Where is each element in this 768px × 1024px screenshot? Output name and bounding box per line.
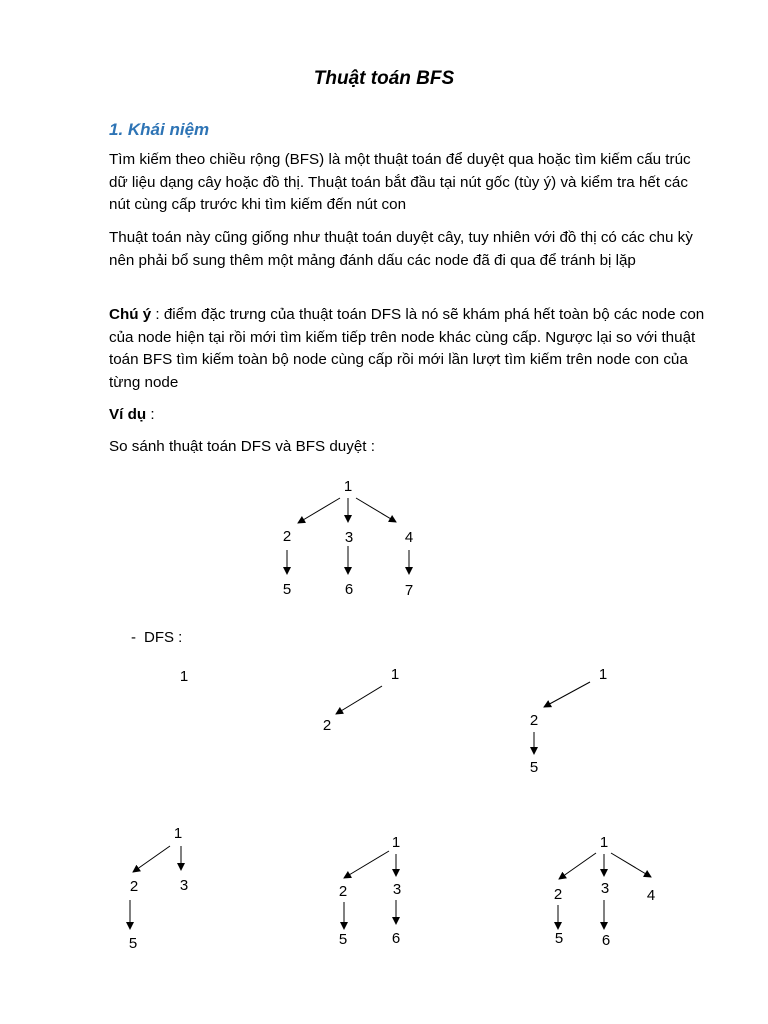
paragraph-cycles: Thuật toán này cũng giống như thuật toán duyệt cây, tuy nhiên với đồ thị có các chu kỳ nên phải bổ sung thêm một mảng đánh dấu các node đã đi qua để tránh bị lặp	[109, 229, 693, 269]
note-label: Chú ý	[109, 306, 152, 323]
dfs1-node-1: 1	[179, 668, 189, 685]
example-suffix: :	[146, 406, 155, 423]
dfs5-node-3: 3	[392, 881, 402, 898]
dfs3-node-2: 2	[529, 712, 539, 729]
dfs-step-5	[339, 834, 401, 948]
main-node-4: 4	[404, 529, 414, 546]
main-node-3: 3	[344, 529, 354, 546]
dfs-step-1	[180, 668, 188, 685]
example-label: Ví dụ	[109, 406, 147, 423]
page-title: Thuật toán BFS	[313, 68, 455, 89]
dfs4-node-5: 5	[128, 935, 138, 952]
dfs2-node-2: 2	[322, 717, 332, 734]
dfs5-edge-1-2	[344, 851, 389, 878]
main-node-2: 2	[282, 528, 292, 545]
main-node-1: 1	[343, 478, 353, 495]
dfs6-node-6: 6	[601, 932, 611, 949]
dfs4-edge-1-2	[133, 846, 170, 872]
dfs6-node-2: 2	[553, 886, 563, 903]
dfs5-node-5: 5	[338, 931, 348, 948]
main-node-7: 7	[404, 582, 414, 599]
bullet-dash: -	[131, 629, 136, 646]
dfs6-edge-1-4	[611, 853, 651, 877]
section-heading: 1. Khái niệm	[109, 120, 210, 139]
dfs4-node-1: 1	[173, 825, 183, 842]
dfs4-node-3: 3	[179, 877, 189, 894]
dfs5-node-6: 6	[391, 930, 401, 947]
main-node-5: 5	[282, 581, 292, 598]
main-edge-1-4	[356, 498, 396, 522]
dfs-step-4	[129, 825, 188, 952]
dfs6-node-1: 1	[599, 834, 609, 851]
dfs6-node-4: 4	[646, 887, 656, 904]
dfs6-node-5: 5	[554, 930, 564, 947]
dfs3-node-1: 1	[598, 666, 608, 683]
dfs-step-3	[530, 666, 607, 776]
dfs3-edge-1-2	[544, 682, 590, 707]
bullet-dfs-label: DFS :	[144, 629, 183, 646]
dfs4-node-2: 2	[129, 878, 139, 895]
dfs5-node-2: 2	[338, 883, 348, 900]
note-text: : điểm đặc trưng của thuật toán DFS là nó sẽ khám phá hết toàn bộ các node con của node hiện tại rồi mới tìm kiếm tiếp trên node khác cùng cấp. Ngược lại so với thuật toán BFS tìm kiếm toàn bộ node cùng cấp rồi mới lần lượt tìm kiếm trên node con của từng node	[109, 306, 705, 391]
dfs-step-2	[323, 666, 399, 734]
dfs2-edge-1-2	[336, 686, 382, 714]
dfs6-edge-1-2	[559, 853, 596, 879]
paragraph-compare: So sánh thuật toán DFS và BFS duyệt :	[109, 438, 375, 455]
dfs5-node-1: 1	[391, 834, 401, 851]
paragraph-definition: Tìm kiếm theo chiều rộng (BFS) là một thuật toán để duyệt qua hoặc tìm kiếm cấu trúc dữ liệu dạng cây hoặc đồ thị. Thuật toán bắt đầu tại nút gốc (tùy ý) và kiểm tra hết các nút cùng cấp trước khi tìm kiếm đến nút con	[109, 151, 691, 213]
dfs-step-6	[554, 834, 655, 949]
dfs6-node-3: 3	[600, 880, 610, 897]
main-tree	[283, 478, 413, 599]
dfs2-node-1: 1	[390, 666, 400, 683]
main-edge-1-2	[298, 498, 340, 523]
dfs3-node-5: 5	[529, 759, 539, 776]
main-node-6: 6	[344, 581, 354, 598]
